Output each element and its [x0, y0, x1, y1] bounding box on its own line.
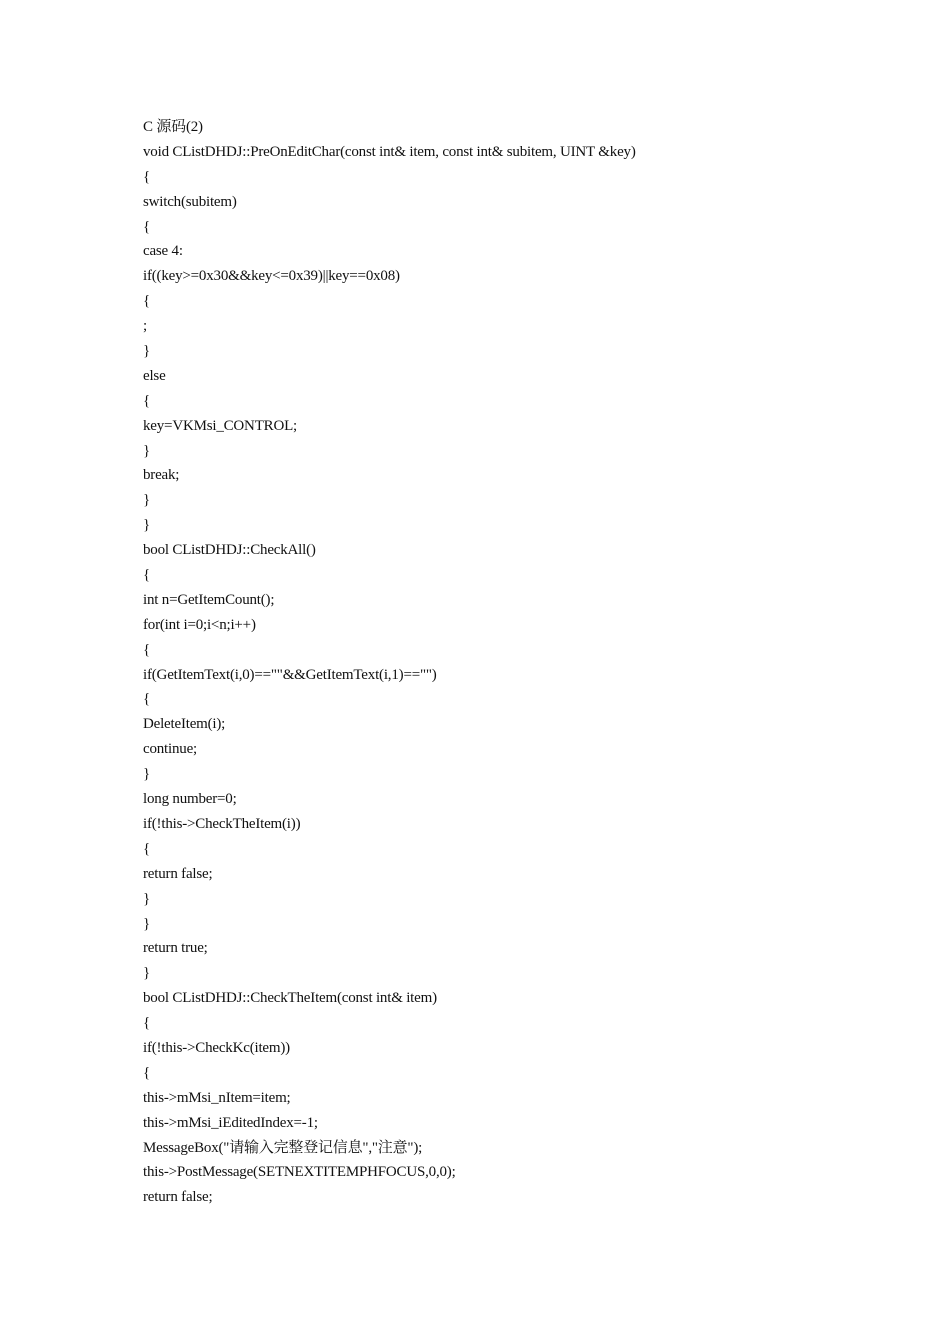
code-line: }: [143, 915, 150, 932]
code-line: {: [143, 567, 150, 584]
code-line: }: [143, 890, 150, 907]
code-line: {: [143, 218, 150, 235]
code-line: this->mMsi_iEditedIndex=-1;: [143, 1114, 318, 1131]
code-line: break;: [143, 467, 180, 484]
code-line: else: [143, 367, 166, 384]
code-line: {: [143, 293, 150, 310]
code-line: if(!this->CheckTheItem(i)): [143, 815, 301, 832]
code-line: for(int i=0;i<n;i++): [143, 616, 256, 633]
code-line: }: [143, 517, 150, 534]
code-line: }: [143, 442, 150, 459]
code-line: {: [143, 1064, 150, 1081]
code-line: {: [143, 641, 150, 658]
code-line: MessageBox("请输入完整登记信息","注意");: [143, 1139, 423, 1156]
code-line: {: [143, 392, 150, 409]
code-line: if(!this->CheckKc(item)): [143, 1039, 290, 1056]
code-line: }: [143, 965, 150, 982]
code-line: this->mMsi_nItem=item;: [143, 1089, 291, 1106]
document-heading: C 源码(2): [143, 119, 203, 135]
code-line: long number=0;: [143, 791, 237, 808]
code-line: return false;: [143, 1189, 213, 1206]
code-line: {: [143, 168, 150, 185]
code-line: if(GetItemText(i,0)==""&&GetItemText(i,1)==""): [143, 666, 437, 683]
code-line: bool CListDHDJ::CheckTheItem(const int& item): [143, 990, 437, 1007]
code-line: return true;: [143, 940, 208, 957]
code-line: case 4:: [143, 243, 183, 260]
code-line: if((key>=0x30&&key<=0x39)||key==0x08): [143, 268, 400, 285]
code-line: }: [143, 343, 150, 360]
code-line: void CListDHDJ::PreOnEditChar(const int& item, const int& subitem, UINT &key): [143, 143, 636, 160]
code-line: this->PostMessage(SETNEXTITEMPHFOCUS,0,0);: [143, 1164, 456, 1181]
code-line: switch(subitem): [143, 193, 237, 210]
code-line: return false;: [143, 865, 213, 882]
code-line: bool CListDHDJ::CheckAll(): [143, 542, 316, 559]
code-line: {: [143, 840, 150, 857]
code-line: {: [143, 691, 150, 708]
code-line: key=VKMsi_CONTROL;: [143, 417, 298, 434]
code-listing: [143, 115, 903, 1210]
code-line: }: [143, 766, 150, 783]
code-line: continue;: [143, 741, 198, 758]
code-line: }: [143, 492, 150, 509]
code-line: int n=GetItemCount();: [143, 591, 275, 608]
code-line: DeleteItem(i);: [143, 716, 226, 733]
code-line: ;: [143, 318, 147, 335]
code-line: {: [143, 1015, 150, 1032]
